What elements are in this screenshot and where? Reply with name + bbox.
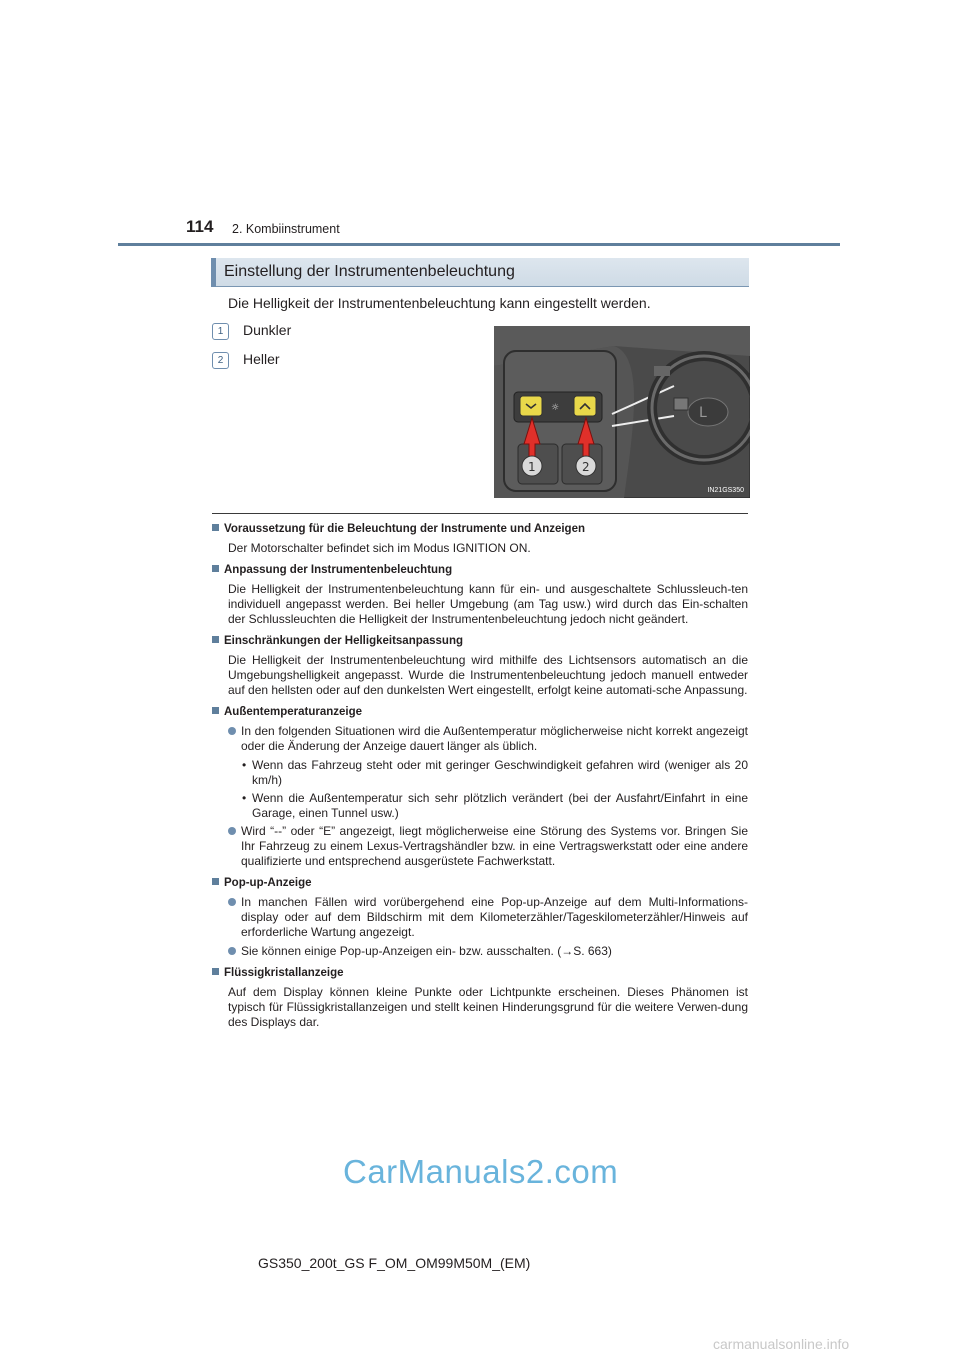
figure-callout-2: 2 [582,460,590,474]
note-lcd [212,966,748,1030]
figure-code: IN21GS350 [707,487,744,494]
square-bullet-icon [212,707,219,714]
section-header [211,258,749,287]
legend-item-2 [212,351,280,369]
bullet-item: Sie können einige Pop-up-Anzeigen ein- bzw. ausschalten. (→S. 663) [212,944,748,959]
chapter-title: 2. Kombiinstrument [232,222,340,236]
notes-list [212,522,748,1037]
note-heading: Flüssigkristallanzeige [212,966,748,981]
note-ignition [212,522,748,556]
note-text: Die Helligkeit der Instrumentenbeleuchtung wird mithilfe des Lichtsensors automatisch an die Umgebungshelligkeit angepasst. Wurde die Instrumentenbeleuchtung jedoch manuell entweder auf den hellsten oder auf den dunkelsten Wert eingestellt, erfolgt keine automati-sche Anpassung. [228,653,748,697]
note-heading: Pop-up-Anzeige [212,876,748,891]
svg-text:L: L [699,405,707,421]
note-text: Die Helligkeit der Instrumentenbeleuchtung kann für ein- und ausgeschaltete Schlussleuch-ten individuell angepasst werden. Bei heller Umgebung (am Tag usw.) wird durch das Ein-schalten der Schlussleuchten die Helligkeit der Instrumentenbeleuchtung jedoch nicht geändert. [228,582,748,626]
dashboard-illustration [494,326,750,498]
header-rule [118,243,840,246]
square-bullet-icon [212,524,219,531]
dot-bullet-icon [228,947,236,955]
page-number: 114 [186,217,214,236]
watermark: CarManuals2.com [343,1153,619,1190]
square-bullet-icon [212,878,219,885]
legend-label-2: Heller [243,351,280,367]
note-adjustment [212,563,748,627]
intro-text: Die Helligkeit der Instrumentenbeleuchtung kann eingestellt werden. [228,295,651,311]
legend-item-1 [212,322,291,340]
bullet-item: In den folgenden Situationen wird die Außentemperatur möglicherweise nicht korrekt angezeigt oder die Änderung der Anzeige dauert länger als üblich. [212,724,748,754]
section-title: Einstellung der Instrumentenbeleuchtung [224,263,515,280]
footer-code: GS350_200t_GS F_OM_OM99M50M_(EM) [258,1255,531,1271]
sub-item: • Wenn das Fahrzeug steht oder mit geringer Geschwindigkeit gefahren wird (weniger als 20 km/h) [242,758,748,787]
svg-text:☼: ☼ [551,403,560,413]
square-bullet-icon [212,968,219,975]
dot-bullet-icon [228,898,236,906]
note-popup [212,876,748,959]
note-outside-temperature [212,705,748,869]
note-heading: Außentemperaturanzeige [212,705,748,720]
dot-bullet-icon [228,727,236,735]
note-text: Der Motorschalter befindet sich im Modus IGNITION ON. [228,541,531,555]
dashboard-svg [494,326,750,498]
dot-bullet-icon [228,827,236,835]
note-heading: Anpassung der Instrumentenbeleuchtung [212,563,748,578]
note-restrictions [212,634,748,698]
legend-number-2: 2 [212,352,229,369]
bullet-item: In manchen Fällen wird vorübergehend eine Pop-up-Anzeige auf dem Multi-Informations-display oder auf dem Bildschirm mit dem Kilometerzähler/Tageskilometerzähler/Hinweis auf erforderliche Wartung angezeigt. [212,895,748,940]
site-logo: carmanualsonline.info [713,1336,850,1352]
note-heading: Voraussetzung für die Beleuchtung der Instrumente und Anzeigen [212,522,748,537]
legend-label-1: Dunkler [243,322,292,338]
sub-item: • Wenn die Außentemperatur sich sehr plötzlich verändert (bei der Ausfahrt/Einfahrt in eine Garage, einen Tunnel usw.) [242,791,748,820]
square-bullet-icon [212,636,219,643]
note-text: Auf dem Display können kleine Punkte oder Lichtpunkte erscheinen. Dieses Phänomen ist typisch für Flüssigkristallanzeigen und stellt keinen Hinderungsgrund für die weitere Verwen-dung des Displays dar. [228,985,748,1029]
bullet-item: Wird “--” oder “E” angezeigt, liegt möglicherweise eine Störung des Systems vor. Bringen Sie Ihr Fahrzeug zu einem Lexus-Vertragshändler bzw. in eine Vertragswerkstatt oder eine andere qualifizierte und entsprechend ausgerüstete Fachwerkstatt. [212,824,748,869]
square-bullet-icon [212,565,219,572]
section-divider [212,513,748,514]
legend-number-1: 1 [212,323,229,340]
section-accent-bar [211,258,216,287]
note-heading: Einschränkungen der Helligkeitsanpassung [212,634,748,649]
figure-callout-1: 1 [528,460,536,474]
